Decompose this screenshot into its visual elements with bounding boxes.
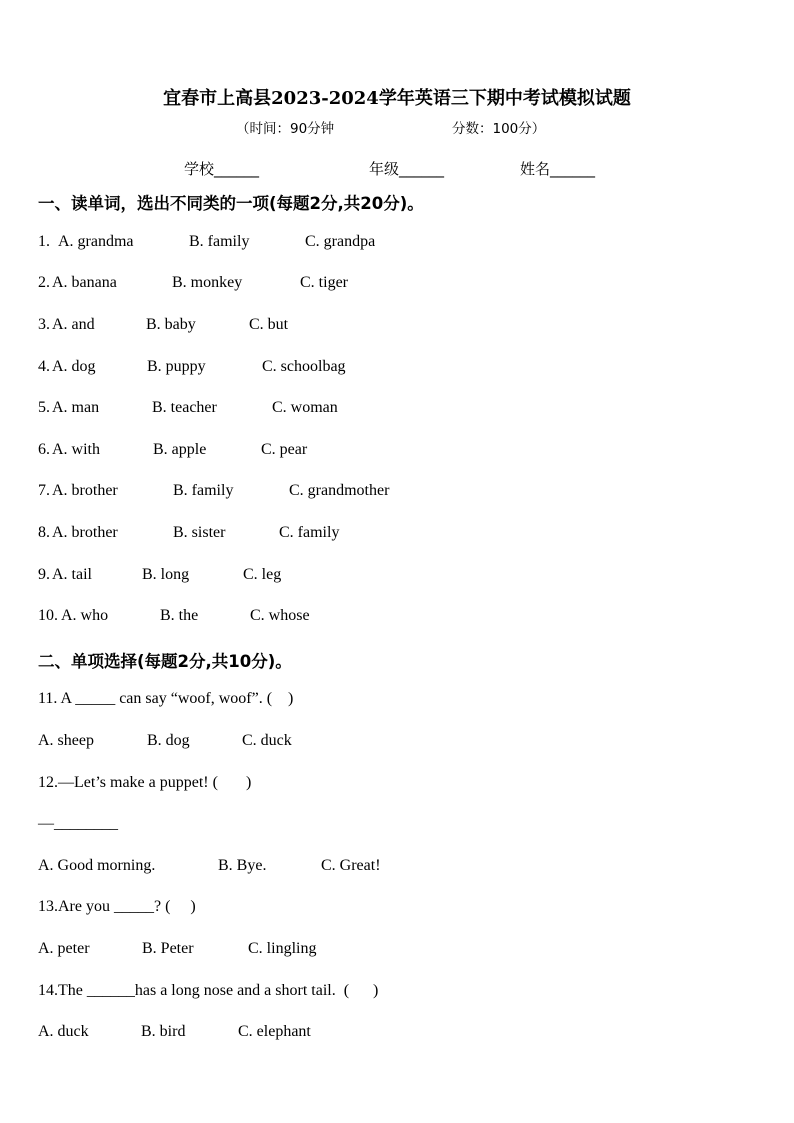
option-a: A. who bbox=[61, 607, 109, 624]
option-b: B. bird bbox=[141, 1023, 186, 1040]
school-field: 学校______ bbox=[184, 160, 260, 178]
option-c: C. grandmother bbox=[289, 482, 390, 499]
option-a: A. peter bbox=[38, 940, 90, 957]
question-stem: 12.—Let’s make a puppet! ( ) bbox=[38, 774, 252, 791]
exam-title: 宜春市上高县2023-2024学年英语三下期中考试模拟试题 bbox=[163, 88, 631, 109]
option-a: A. dog bbox=[52, 358, 96, 375]
option-a: A. sheep bbox=[38, 732, 94, 749]
option-a: A. man bbox=[52, 399, 100, 416]
option-b: B. the bbox=[160, 607, 199, 624]
option-c: C. woman bbox=[272, 399, 338, 416]
option-c: C. family bbox=[279, 524, 340, 541]
option-c: C. leg bbox=[243, 566, 282, 583]
question-number: 6. bbox=[38, 441, 50, 458]
option-c: C. grandpa bbox=[305, 233, 376, 250]
option-b: B. long bbox=[142, 566, 190, 583]
question-number: 5. bbox=[38, 399, 50, 416]
option-b: B. Peter bbox=[142, 940, 194, 957]
option-a: A. Good morning. bbox=[38, 857, 156, 874]
question-stem: 13.Are you _____? ( ) bbox=[38, 898, 196, 915]
option-b: B. apple bbox=[153, 441, 207, 458]
question-number: 10. bbox=[38, 607, 58, 624]
option-b: B. teacher bbox=[152, 399, 217, 416]
option-a: A. brother bbox=[52, 524, 118, 541]
option-b: B. dog bbox=[147, 732, 190, 749]
section-2-heading: 二、单项选择(每题2分,共10分)。 bbox=[38, 652, 292, 671]
option-c: C. lingling bbox=[248, 940, 317, 957]
option-b: B. baby bbox=[146, 316, 196, 333]
option-b: B. puppy bbox=[147, 358, 206, 375]
option-a: A. and bbox=[52, 316, 95, 333]
question-number: 8. bbox=[38, 524, 50, 541]
option-b: B. sister bbox=[173, 524, 226, 541]
option-c: C. Great! bbox=[321, 857, 381, 874]
question-stem: 11. A _____ can say “woof, woof”. ( ) bbox=[38, 690, 294, 707]
option-c: C. elephant bbox=[238, 1023, 311, 1040]
answer-blank: —________ bbox=[38, 815, 118, 832]
option-a: A. banana bbox=[52, 274, 117, 291]
question-number: 7. bbox=[38, 482, 50, 499]
option-a: A. tail bbox=[52, 566, 92, 583]
question-number: 4. bbox=[38, 358, 50, 375]
option-c: C. but bbox=[249, 316, 289, 333]
option-c: C. duck bbox=[242, 732, 292, 749]
grade-field: 年级______ bbox=[369, 160, 445, 178]
option-a: A. brother bbox=[52, 482, 118, 499]
option-a: A. duck bbox=[38, 1023, 89, 1040]
option-b: B. Bye. bbox=[218, 857, 267, 874]
question-number: 9. bbox=[38, 566, 50, 583]
question-number: 3. bbox=[38, 316, 50, 333]
option-a: A. with bbox=[52, 441, 100, 458]
exam-time: （时间：90分钟 bbox=[236, 121, 335, 137]
question-stem: 14.The ______has a long nose and a short tail. ( ) bbox=[38, 982, 379, 999]
option-c: C. tiger bbox=[300, 274, 348, 291]
question-number: 1. bbox=[38, 233, 54, 250]
section-1-heading: 一、读单词，选出不同类的一项(每题2分,共20分)。 bbox=[38, 194, 424, 213]
option-c: C. whose bbox=[250, 607, 310, 624]
option-c: C. schoolbag bbox=[262, 358, 346, 375]
question-number: 2. bbox=[38, 274, 50, 291]
option-b: B. family bbox=[189, 233, 250, 250]
name-field: 姓名______ bbox=[520, 160, 596, 178]
exam-score: 分数：100分） bbox=[452, 121, 546, 137]
option-b: B. monkey bbox=[172, 274, 243, 291]
option-a: A. grandma bbox=[58, 233, 134, 250]
option-c: C. pear bbox=[261, 441, 308, 458]
option-b: B. family bbox=[173, 482, 234, 499]
